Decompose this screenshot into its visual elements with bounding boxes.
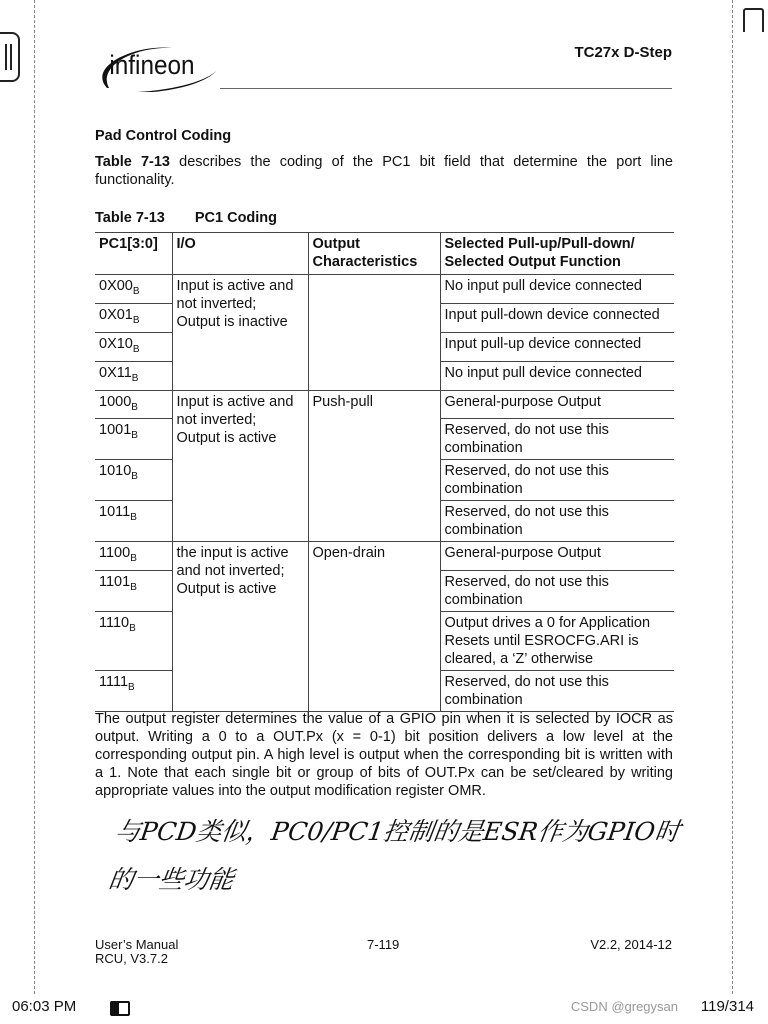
code-value: 0X00	[99, 278, 133, 294]
code-value: 1110	[99, 615, 130, 632]
table-caption	[95, 209, 673, 227]
intro-paragraph	[95, 153, 673, 189]
code-value: 1111	[99, 674, 129, 691]
header-pc1: PC1[3:0]	[95, 233, 172, 275]
header-rule	[220, 88, 672, 89]
code-subscript: B	[130, 512, 137, 524]
code-subscript: B	[129, 623, 136, 635]
watermark: CSDN @gregysan	[570, 999, 678, 1014]
function-cell: No input pull device connected	[440, 361, 674, 390]
page-edge-left	[34, 0, 35, 994]
table-row	[95, 275, 674, 304]
code-cell	[95, 501, 172, 542]
code-value: 1011	[99, 504, 131, 521]
function-cell: Reserved, do not use this combination	[440, 501, 674, 542]
page-edge-right	[732, 0, 733, 994]
function-cell: Reserved, do not use this combination	[440, 571, 674, 612]
document-title: TC27x D-Step	[574, 44, 672, 61]
section-heading: Pad Control Coding	[95, 128, 232, 144]
code-subscript: B	[128, 682, 135, 694]
code-value: 0X10	[99, 335, 133, 352]
function-cell: Reserved, do not use this combination	[440, 460, 674, 501]
function-cell: General-purpose Output	[440, 390, 674, 419]
infineon-logo	[95, 36, 225, 92]
code-cell	[95, 460, 172, 501]
function-cell: Input pull-up device connected	[440, 332, 674, 361]
caption-number: Table 7-13	[95, 210, 165, 226]
code-value: 1001	[99, 422, 132, 439]
code-subscript: B	[131, 430, 138, 442]
code-subscript: B	[131, 401, 138, 413]
code-value: 1100	[99, 545, 131, 562]
code-subscript: B	[132, 343, 140, 355]
code-cell	[95, 571, 172, 612]
table-row	[95, 542, 674, 571]
code-cell	[95, 612, 172, 671]
footer-version: RCU, V3.7.2	[95, 951, 168, 966]
output-char-cell	[308, 275, 440, 391]
header-output-char: Output Characteristics	[308, 233, 440, 275]
table-reference-link[interactable]: Table 7-13	[95, 154, 170, 170]
header-io: I/O	[172, 233, 308, 275]
body-paragraph: The output register determines the value of a GPIO pin when it is selected by IOCR as output. Writing a 0 to a OUT.Px (x = 0-1) bit position delivers a low level at the corresponding output pin. A high level is output when the corresponding bit is written with a 1. Note that each single bit or group of bits of OUT.Px can be set/cleared by writing appropriate values into the output modification register OMR.	[95, 711, 673, 799]
code-subscript: B	[132, 314, 140, 326]
code-cell	[95, 671, 172, 712]
function-cell: General-purpose Output	[440, 542, 674, 571]
page-counter[interactable]: 119/314	[700, 998, 754, 1015]
io-cell: Input is active and not inverted; Output is inactive	[172, 275, 308, 391]
code-cell	[95, 419, 172, 460]
code-value: 1010	[99, 463, 132, 480]
output-char-cell: Open-drain	[308, 542, 440, 712]
code-value: 1000	[99, 393, 132, 410]
intro-text: describes the coding of the PC1 bit field that determine the port line functionality.	[95, 154, 673, 188]
code-subscript: B	[130, 582, 137, 594]
code-subscript: B	[132, 285, 140, 297]
footer-manual: User’s Manual	[95, 937, 179, 952]
function-cell: Input pull-down device connected	[440, 303, 674, 332]
handwritten-note: 与PCD类似，PC0/PC1控制的是ESR作为GPIO时的一些功能	[106, 817, 682, 894]
code-value: 0X01	[99, 306, 133, 323]
table-row	[95, 390, 674, 419]
code-value: 0X11	[99, 364, 132, 381]
code-subscript: B	[131, 471, 138, 483]
code-subscript: B	[130, 553, 137, 565]
table-header-row	[95, 233, 674, 275]
code-cell	[95, 390, 172, 419]
code-cell	[95, 332, 172, 361]
code-value: 1101	[99, 574, 131, 591]
code-cell	[95, 275, 172, 304]
code-subscript: B	[131, 372, 139, 384]
code-cell	[95, 542, 172, 571]
function-cell: No input pull device connected	[440, 275, 674, 304]
footer-left	[95, 938, 178, 966]
footer-date: V2.2, 2014-12	[590, 937, 672, 952]
code-cell	[95, 361, 172, 390]
battery-icon	[110, 1001, 130, 1016]
caption-title: PC1 Coding	[194, 210, 278, 226]
output-char-cell: Push-pull	[308, 390, 440, 542]
code-cell	[95, 303, 172, 332]
header-function: Selected Pull-up/Pull-down/ Selected Output Function	[440, 233, 674, 275]
function-cell: Reserved, do not use this combination	[440, 671, 674, 712]
clock: 06:03 PM	[12, 998, 77, 1015]
pc1-coding-table	[95, 232, 674, 712]
menu-handle-icon[interactable]	[0, 32, 20, 82]
function-cell: Reserved, do not use this combination	[440, 419, 674, 460]
io-cell: the input is active and not inverted; Output is active	[172, 542, 308, 712]
footer-page: 7-119	[367, 937, 400, 952]
function-cell: Output drives a 0 for Application Resets until ESROCFG.ARI is cleared, a ‘Z’ otherwise	[440, 612, 674, 671]
io-cell: Input is active and not inverted; Output is active	[172, 390, 308, 542]
svg-text:infineon: infineon	[109, 50, 195, 81]
bookmark-icon[interactable]	[743, 8, 764, 32]
